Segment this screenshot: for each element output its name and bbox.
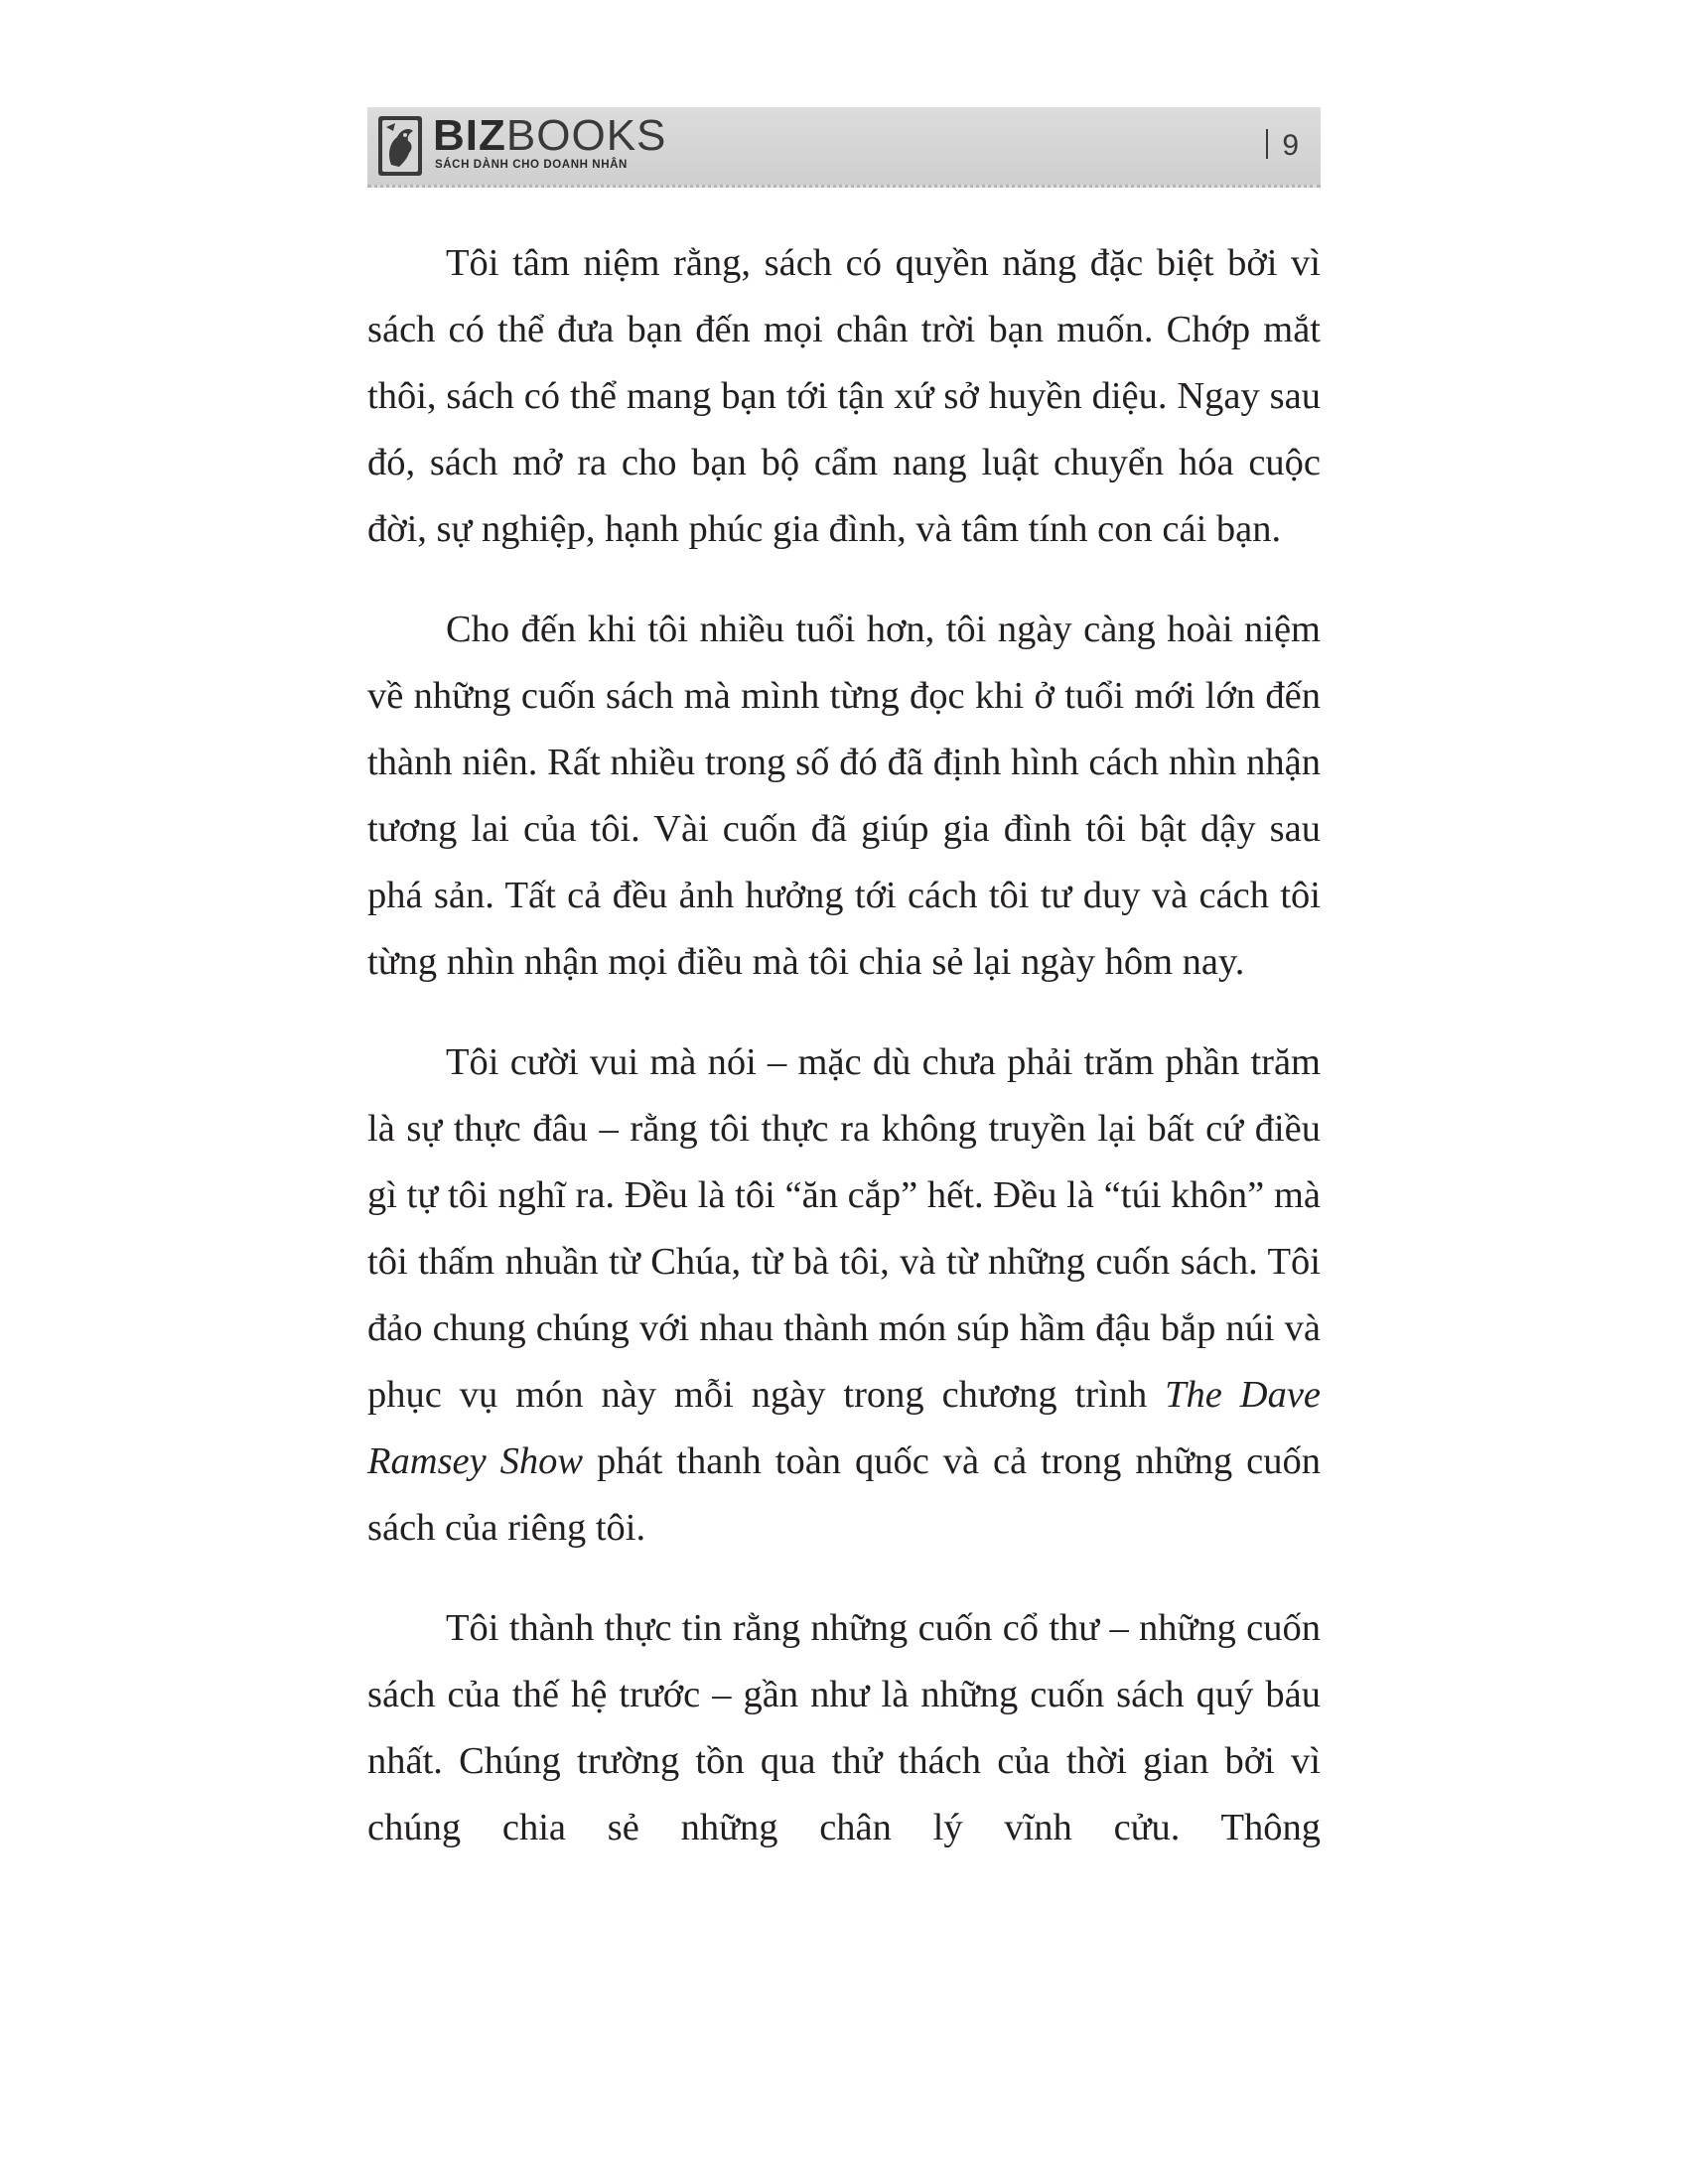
page-number	[1266, 129, 1299, 163]
bizbooks-logo-icon	[377, 115, 423, 177]
paragraph-3-text-before: Tôi cười vui mà nói – mặc dù chưa phải trăm phần trăm là sự thực đâu – rằng tôi thực ra không truyền lại bất cứ điều gì tự tôi nghĩ ra. Đều là tôi “ăn cắp” hết. Đều là “túi khôn” mà tôi thấm nhuần từ Chúa, từ bà tôi, và từ những cuốn sách. Tôi đảo chung chúng với nhau thành món súp hầm đậu bắp núi và phục vụ món này mỗi ngày trong chương trình	[367, 1041, 1321, 1416]
paragraph-4: Tôi thành thực tin rằng những cuốn cổ thư – những cuốn sách của thế hệ trước – gần như là những cuốn sách quý báu nhất. Chúng trường tồn qua thử thách của thời gian bởi vì chúng chia sẻ những chân lý vĩnh cửu. Thông	[367, 1607, 1321, 1848]
logo-books-text: BOOKS	[505, 111, 667, 160]
logo-tagline: SÁCH DÀNH CHO DOANH NHÂN	[435, 159, 628, 171]
page-number-divider	[1266, 129, 1268, 159]
paragraph-3-text-after: phát thanh toàn quốc và cả trong những cuốn sách của riêng tôi.	[367, 1440, 1321, 1549]
logo-wordmark	[433, 111, 666, 161]
paragraph-2: Cho đến khi tôi nhiều tuổi hơn, tôi ngày càng hoài niệm về những cuốn sách mà mình từng đọc khi ở tuổi mới lớn đến thành niên. Rất nhiều trong số đó đã định hình cách nhìn nhận tương lai của tôi. Vài cuốn đã giúp gia đình tôi bật dậy sau phá sản. Tất cả đều ảnh hưởng tới cách tôi tư duy và cách tôi từng nhìn nhận mọi điều mà tôi chia sẻ lại ngày hôm nay.	[367, 609, 1321, 983]
body-text	[367, 230, 1321, 1895]
running-header	[367, 107, 1321, 188]
logo-biz-text: BIZ	[433, 111, 506, 160]
show-title-italic: The Dave Ramsey Show	[367, 1374, 1321, 1482]
paragraph-3	[367, 1029, 1321, 1562]
paragraph-1: Tôi tâm niệm rằng, sách có quyền năng đặc biệt bởi vì sách có thể đưa bạn đến mọi chân trời bạn muốn. Chớp mắt thôi, sách có thể mang bạn tới tận xứ sở huyền diệu. Ngay sau đó, sách mở ra cho bạn bộ cẩm nang luật chuyển hóa cuộc đời, sự nghiệp, hạnh phúc gia đình, và tâm tính con cái bạn.	[367, 242, 1321, 550]
page-number-value: 9	[1282, 129, 1299, 162]
